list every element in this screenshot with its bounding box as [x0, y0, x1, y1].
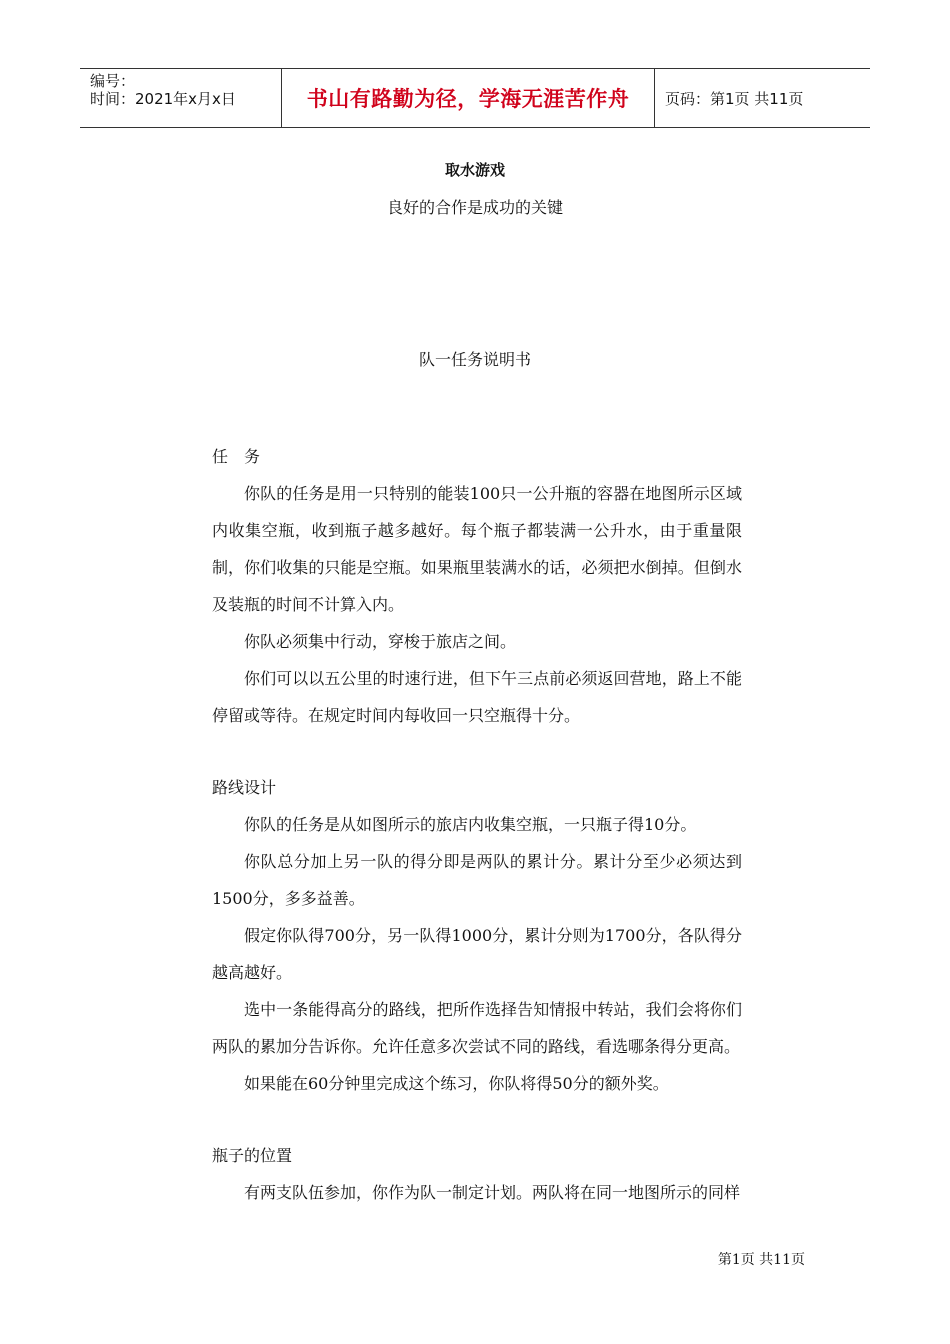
section-heading-route: 路线设计 — [212, 778, 277, 797]
section-heading-bottles: 瓶子的位置 — [212, 1146, 293, 1165]
paragraph: 选中一条能得高分的路线，把所作选择告知情报中转站，我们会将你们两队的累加分告诉你。允许任意多次尝试不同的路线，看选哪条得分更高。 — [212, 1000, 742, 1056]
header-meta — [80, 69, 282, 127]
spacer — [212, 734, 742, 769]
spacer — [212, 1102, 742, 1137]
document-title: 取水游戏 — [444, 161, 505, 179]
paragraph: 你队的任务是用一只特别的能装100只一公升瓶的容器在地图所示区域内收集空瓶，收到瓶子越多越好。每个瓶子都装满一公升水，由于重量限制，你们收集的只能是空瓶。如果瓶里装满水的话，必须把水倒掉。但倒水及装瓶的时间不计算入内。 — [212, 484, 742, 614]
paragraph: 你队必须集中行动，穿梭于旅店之间。 — [244, 632, 517, 651]
section-heading-task: 任 务 — [212, 447, 261, 466]
page-footer: 第1页 共11页 — [717, 1252, 805, 1268]
document-body — [212, 438, 742, 1211]
paragraph: 如果能在60分钟里完成这个练习，你队将得50分的额外奖。 — [244, 1074, 669, 1093]
document-header — [80, 68, 870, 128]
header-motto: 书山有路勤为径，学海无涯苦作舟 — [282, 69, 655, 127]
document-subtitle: 良好的合作是成功的关键 — [386, 198, 563, 217]
paragraph: 你队总分加上另一队的得分即是两队的累计分。累计分至少必须达到1500分，多多益善。 — [212, 852, 742, 908]
paragraph: 你队的任务是从如图所示的旅店内收集空瓶，一只瓶子得10分。 — [244, 815, 697, 834]
paragraph: 你们可以以五公里的时速行进，但下午三点前必须返回营地，路上不能停留或等待。在规定时间内每收回一只空瓶得十分。 — [212, 669, 742, 725]
task-sheet-title: 队一任务说明书 — [418, 350, 531, 369]
header-page-info: 页码：第1页 共11页 — [665, 89, 804, 108]
paragraph: 有两支队伍参加，你作为队一制定计划。两队将在同一地图所示的同样 — [244, 1183, 741, 1202]
paragraph: 假定你队得700分，另一队得1000分，累计分则为1700分，各队得分越高越好。 — [212, 926, 742, 982]
date-label: 时间：2021年x月x日 — [90, 90, 236, 108]
serial-number-label: 编号： — [90, 72, 136, 90]
